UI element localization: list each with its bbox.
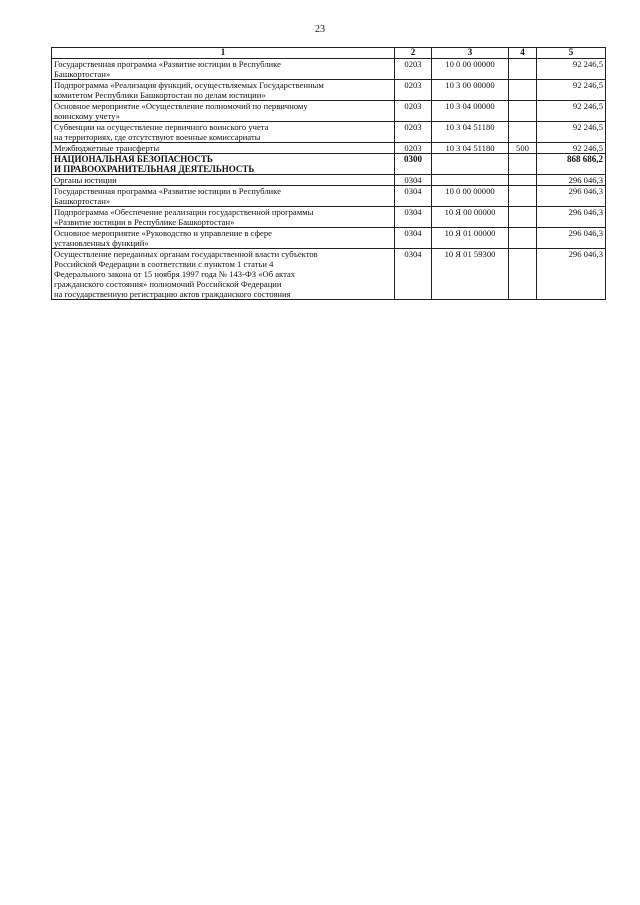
table-row [52, 80, 606, 101]
row-section-cell: 0203 [395, 122, 432, 143]
row-target-article-cell [432, 175, 509, 186]
row-name-cell: Осуществление переданных органам государственной власти субъектов Российской Федерации в соответствии с пунктом 1 статьи 4 Федерального закона от 15 ноября 1997 года № 143-ФЗ «Об актах гражданского состояния» полномочий Российской Федерации на государственную регистрацию актов гражданского состояния [52, 249, 395, 300]
budget-table [51, 47, 606, 300]
table-row [52, 143, 606, 154]
table-body [52, 59, 606, 300]
row-expense-type-cell [509, 186, 537, 207]
row-target-article-cell: 10 3 00 00000 [432, 80, 509, 101]
row-expense-type-cell [509, 101, 537, 122]
row-section-cell: 0304 [395, 207, 432, 228]
table-row [52, 249, 606, 300]
page-number: 23 [315, 24, 325, 35]
table-header-row [52, 48, 606, 59]
table-row [52, 154, 606, 175]
row-section-cell: 0203 [395, 80, 432, 101]
row-sum-cell: 296 046,3 [537, 175, 606, 186]
row-expense-type-cell [509, 228, 537, 249]
row-target-article-cell: 10 Я 01 59300 [432, 249, 509, 300]
row-sum-cell: 92 246,5 [537, 59, 606, 80]
row-target-article-cell: 10 Я 01 00000 [432, 228, 509, 249]
row-name-cell: Основное мероприятие «Руководство и управление в сфере установленных функций» [52, 228, 395, 249]
table-row [52, 207, 606, 228]
header-sum-column: 5 [537, 48, 606, 59]
row-section-cell: 0300 [395, 154, 432, 175]
row-target-article-cell: 10 0 00 00000 [432, 186, 509, 207]
table-row [52, 175, 606, 186]
row-name-cell: Субвенции на осуществление первичного воинского учета на территориях, где отсутствуют военные комиссариаты [52, 122, 395, 143]
row-target-article-cell [432, 154, 509, 175]
row-target-article-cell: 10 Я 00 00000 [432, 207, 509, 228]
row-target-article-cell: 10 3 04 51180 [432, 143, 509, 154]
row-expense-type-cell [509, 249, 537, 300]
header-section-column: 2 [395, 48, 432, 59]
row-expense-type-cell [509, 122, 537, 143]
row-sum-cell: 868 686,2 [537, 154, 606, 175]
header-expense-type-column: 4 [509, 48, 537, 59]
row-name-cell: НАЦИОНАЛЬНАЯ БЕЗОПАСНОСТЬ И ПРАВООХРАНИТЕЛЬНАЯ ДЕЯТЕЛЬНОСТЬ [52, 154, 395, 175]
row-target-article-cell: 10 0 00 00000 [432, 59, 509, 80]
header-name-column: 1 [52, 48, 395, 59]
row-sum-cell: 92 246,5 [537, 80, 606, 101]
row-expense-type-cell [509, 175, 537, 186]
table-row [52, 186, 606, 207]
row-section-cell: 0203 [395, 101, 432, 122]
row-name-cell: Подпрограмма «Обеспечение реализации государственной программы «Развитие юстиции в Республике Башкортостан» [52, 207, 395, 228]
row-expense-type-cell [509, 154, 537, 175]
row-sum-cell: 296 046,3 [537, 207, 606, 228]
row-section-cell: 0304 [395, 228, 432, 249]
row-target-article-cell: 10 3 04 51180 [432, 122, 509, 143]
row-sum-cell: 296 046,3 [537, 186, 606, 207]
row-section-cell: 0304 [395, 249, 432, 300]
row-expense-type-cell [509, 80, 537, 101]
row-section-cell: 0203 [395, 59, 432, 80]
row-target-article-cell: 10 3 04 00000 [432, 101, 509, 122]
row-name-cell: Государственная программа «Развитие юстиции в Республике Башкортостан» [52, 186, 395, 207]
row-name-cell: Межбюджетные трансферты [52, 143, 395, 154]
row-name-cell: Органы юстиции [52, 175, 395, 186]
table-row [52, 59, 606, 80]
row-expense-type-cell [509, 207, 537, 228]
row-name-cell: Основное мероприятие «Осуществление полномочий по первичному воинскому учету» [52, 101, 395, 122]
row-sum-cell: 92 246,5 [537, 122, 606, 143]
row-name-cell: Государственная программа «Развитие юстиции в Республике Башкортостан» [52, 59, 395, 80]
row-sum-cell: 92 246,5 [537, 143, 606, 154]
header-target-article-column: 3 [432, 48, 509, 59]
table-row [52, 122, 606, 143]
row-section-cell: 0203 [395, 143, 432, 154]
row-section-cell: 0304 [395, 175, 432, 186]
table-row [52, 228, 606, 249]
row-name-cell: Подпрограмма «Реализация функций, осуществляемых Государственным комитетом Республики Башкортостан по делам юстиции» [52, 80, 395, 101]
row-expense-type-cell: 500 [509, 143, 537, 154]
row-sum-cell: 296 046,3 [537, 228, 606, 249]
row-sum-cell: 296 046,3 [537, 249, 606, 300]
row-sum-cell: 92 246,5 [537, 101, 606, 122]
table-row [52, 101, 606, 122]
row-section-cell: 0304 [395, 186, 432, 207]
row-expense-type-cell [509, 59, 537, 80]
